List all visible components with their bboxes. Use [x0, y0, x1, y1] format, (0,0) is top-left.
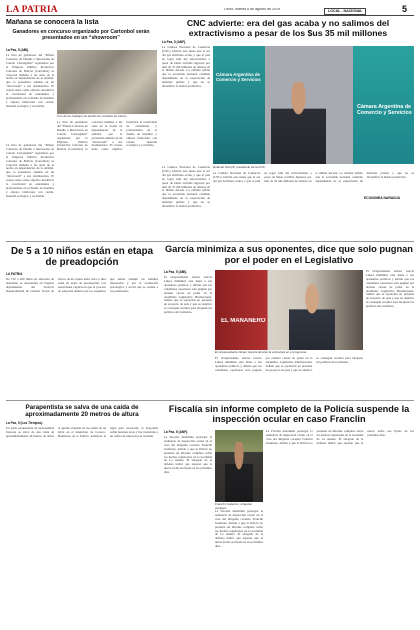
- article4-title: García minimiza a sus oponentes, dice que solo pugnan por el poder en el Legislativo: [165, 244, 413, 265]
- article1-body-col1b: La lista de ganadores del “Primer Concurso de Diseño e Innovación en Cartón: Cartongable” organizado por la Empresa Pública Productiva Cartones de Bolivia (Cartonbol) se conocerá mañana a las siete de la noche en dependencias de la entidad, que lo presentará además en un “showroom” a sus destinatarios. El evento tiene como objetivo incentivar la creatividad de estudiantes y profesionales en el diseño de muebles y objetos fabricados con cartón, material ecológico y reciclable.: [6, 144, 54, 198]
- article6-title: Fiscalía sin informe completo de la Policía suspende la inspección ocular en caso Franclin: [168, 404, 410, 425]
- article1-caption: Uno de los trabajos de diseño de muebles en cartón.: [57, 115, 128, 118]
- article6-caption: Franclin Gutiérrez, dirigente cocalero.: [215, 503, 253, 510]
- article6-body-col1: La Fiscalía determinó postergar la audiencia de inspección ocular en el caso del dirigente cocalero Franclin Gutiérrez, debido a que la Policía no presentó un informe completo sobre los hechos registrados en la localidad de La Asunta. El abogado de la defensa indicó que esperan que la nueva fecha sea fijada en los próximos días.: [164, 436, 212, 475]
- article4-caption: El vicepresidente Álvaro García durante la entrevista en el programa.: [215, 351, 307, 354]
- page-number: 5: [402, 5, 408, 14]
- article2-body-col1: La Cámara Nacional de Comercio (CNC) advirtió este lunes que la era del gas boliviano acaba, y que el país no logró salir del extractivismo a pesar de haber recibido ingresos por más de 35 mil millones de dólares en la última década. La entidad señaló que la economía nacional continúa dependiendo de la exportación de materias primas y que no se diversificó la matriz productiva.: [162, 46, 210, 89]
- article5-byline: La Paz, 5 (Los Tiempos).: [6, 421, 44, 425]
- article6-body-col2: La Fiscalía determinó postergar la audiencia de inspección ocular en el caso del dirigente cocalero Franclin Gutiérrez, debido a que la Policía no presentó un informe completo sobre los hechos registrados en la localidad de La Asunta. El abogado de la defensa indicó que esperan que la nueva fecha sea fijada en los próximos días.: [215, 510, 263, 549]
- newspaper-logo: LA PATRIA: [6, 5, 58, 15]
- article4-photo: [215, 270, 363, 350]
- article6-body-cols: La Fiscalía determinó postergar la audiencia de inspección ocular en el caso del dirigente cocalero Franclin Gutiérrez, debido a que la Policía no presentó un informe completo sobre los hechos registrados en la localidad de La Asunta. El abogado de la defensa indicó que esperan que la nueva fecha sea fijada en los próximos días.: [266, 430, 414, 445]
- banner-sign-right: Cámara Argentina de Comercio y Servicios: [357, 104, 412, 117]
- article3-title: De 5 a 10 niños están en etapa de preadopción: [10, 246, 154, 268]
- article3-byline: LA PATRIA: [6, 272, 23, 276]
- article3-body: De 150 a 200 niños en situación de abandono se encuentran en hogares dependientes del Servicio Departamental de Gestión Social de Oruro, de los cuales entre cinco y diez están en etapa de preadopción. Las autoridades explicaron que el proceso de adopción demora por los requisitos que deben cumplir las familias interesadas y por la evaluación psicológica y social que se realiza a los postulantes.: [6, 278, 158, 293]
- divider-top: [6, 241, 414, 242]
- article1-title: Ganadores en concurso organizado por Cartonbol serán presentados en un “showroom”: [12, 29, 150, 41]
- article4-byline: La Paz, 5 (ABI).: [164, 270, 188, 274]
- tv-set-sign: EL MAÑANERO: [221, 318, 266, 324]
- article4-body-col-right: El vicepresidente Álvaro García Linera minimizó este lunes a sus oponentes políticos y afirmó que los candidatos opositores solo pugnan por obtener cuotas de poder en la Asamblea Legislativa Plurinacional. Señaló que la oposición no presenta un proyecto de país y que su objetivo es conseguir escaños para bloquear las políticas del Gobierno.: [366, 270, 414, 309]
- issue-date: Oruro, martes 6 de agosto de 2019: [224, 8, 280, 11]
- article4-body-cols: El vicepresidente Álvaro García Linera minimizó este lunes a sus oponentes políticos y afirmó que los candidatos opositores solo pugnan por obtener cuotas de poder en la Asamblea Legislativa Plurinacional. Señaló que la oposición no presenta un proyecto de país y que su objetivo es conseguir escaños para bloquear las políticas del Gobierno.: [215, 357, 363, 372]
- banner-left: [213, 46, 265, 164]
- article2-title: CNC advierte: era del gas acaba y no salimos del extractivismo a pesar de los $us 35 mil millones: [186, 19, 390, 38]
- article2-body-cols: La Cámara Nacional de Comercio (CNC) advirtió este lunes que la era del gas boliviano acaba, y que el país no logró salir del extractivismo a pesar de haber recibido ingresos por más de 35 mil millones de dólares en la última década. La entidad señaló que la economía nacional continúa dependiendo de la exportación de materias primas y que no se diversificó la matriz productiva.: [213, 172, 414, 183]
- article5-title: Parapentista se salva de una caída de aproximadamente 20 metros de altura: [25, 404, 139, 419]
- article1-photo: [57, 50, 157, 114]
- interviewee-figure: [289, 284, 335, 350]
- subject-figure: [225, 442, 253, 502]
- section-label: LOCAL - NACIONAL: [324, 8, 366, 15]
- masthead: [6, 5, 414, 16]
- article1-body-cols: La lista de ganadores del “Primer Concurso de Diseño e Innovación en Cartón: Cartongable” organizado por la Empresa Pública Productiva Cartones de Bolivia (Cartonbol) se conocerá mañana a las siete de la noche en dependencias de la entidad, que lo presentará además en un “showroom” a sus destinatarios. El evento tiene como objetivo incentivar la creatividad de estudiantes y profesionales en el diseño de muebles y objetos fabricados con cartón, material ecológico y reciclable.: [57, 121, 157, 152]
- banner-sign-left: Cámara Argentina de Comercio y Servicios: [216, 72, 261, 83]
- article2-photo: [213, 46, 414, 164]
- presenter-figure: [271, 82, 326, 164]
- article2-body-col1b: La Cámara Nacional de Comercio (CNC) advirtió este lunes que la era del gas boliviano acaba, y que el país no logró salir del extractivismo a pesar de haber recibido ingresos por más de 35 mil millones de dólares en la última década. La entidad señaló que la economía nacional continúa dependiendo de la exportación de materias primas y que no se diversificó la matriz productiva.: [162, 166, 210, 209]
- article4-body-col1: El vicepresidente Álvaro García Linera minimizó este lunes a sus oponentes políticos y afirmó que los candidatos opositores solo pugnan por obtener cuotas de poder en la Asamblea Legislativa Plurinacional. Señaló que la oposición no presenta un proyecto de país y que su objetivo es conseguir escaños para bloquear las políticas del Gobierno.: [164, 276, 212, 315]
- article2-byline: La Paz, 5 (ANF).: [162, 40, 187, 44]
- article6-byline: La Paz, 5 (ANF).: [164, 430, 189, 434]
- article1-kicker: Mañana se conocerá la lista: [6, 19, 99, 26]
- article1-byline: La Paz, 5 (ABI).: [6, 48, 30, 52]
- article6-photo: [215, 430, 263, 502]
- divider-mid: [6, 400, 414, 401]
- article5-body: Un joble parapentista de nacionalidad francesa se salvó de una caída de aproximadamente 20 metros de altura al quedar atrapado en las ramas de un árbol en el municipio de Coroico. Bomberos de la Policía acudieron al lugar para rescatarlo; el deportista sufrió lesiones leves y fue trasladado a un centro de salud para su revisión.: [6, 427, 158, 438]
- article2-caption: Rolando Kempff, presidente de la CNC.: [213, 166, 266, 169]
- article1-body-col1: La lista de ganadores del “Primer Concurso de Diseño e Innovación en Cartón: Cartongable” organizado por la Empresa Pública Productiva Cartones de Bolivia (Cartonbol) se conocerá mañana a las siete de la noche en dependencias de la entidad, que lo presentará además en un “showroom” a sus destinatarios. El evento tiene como objetivo incentivar la creatividad de estudiantes y profesionales en el diseño de muebles y objetos fabricados con cartón, material ecológico y reciclable.: [6, 54, 54, 108]
- article2-subhead: ECONOMÍA NARANJA: [364, 196, 401, 200]
